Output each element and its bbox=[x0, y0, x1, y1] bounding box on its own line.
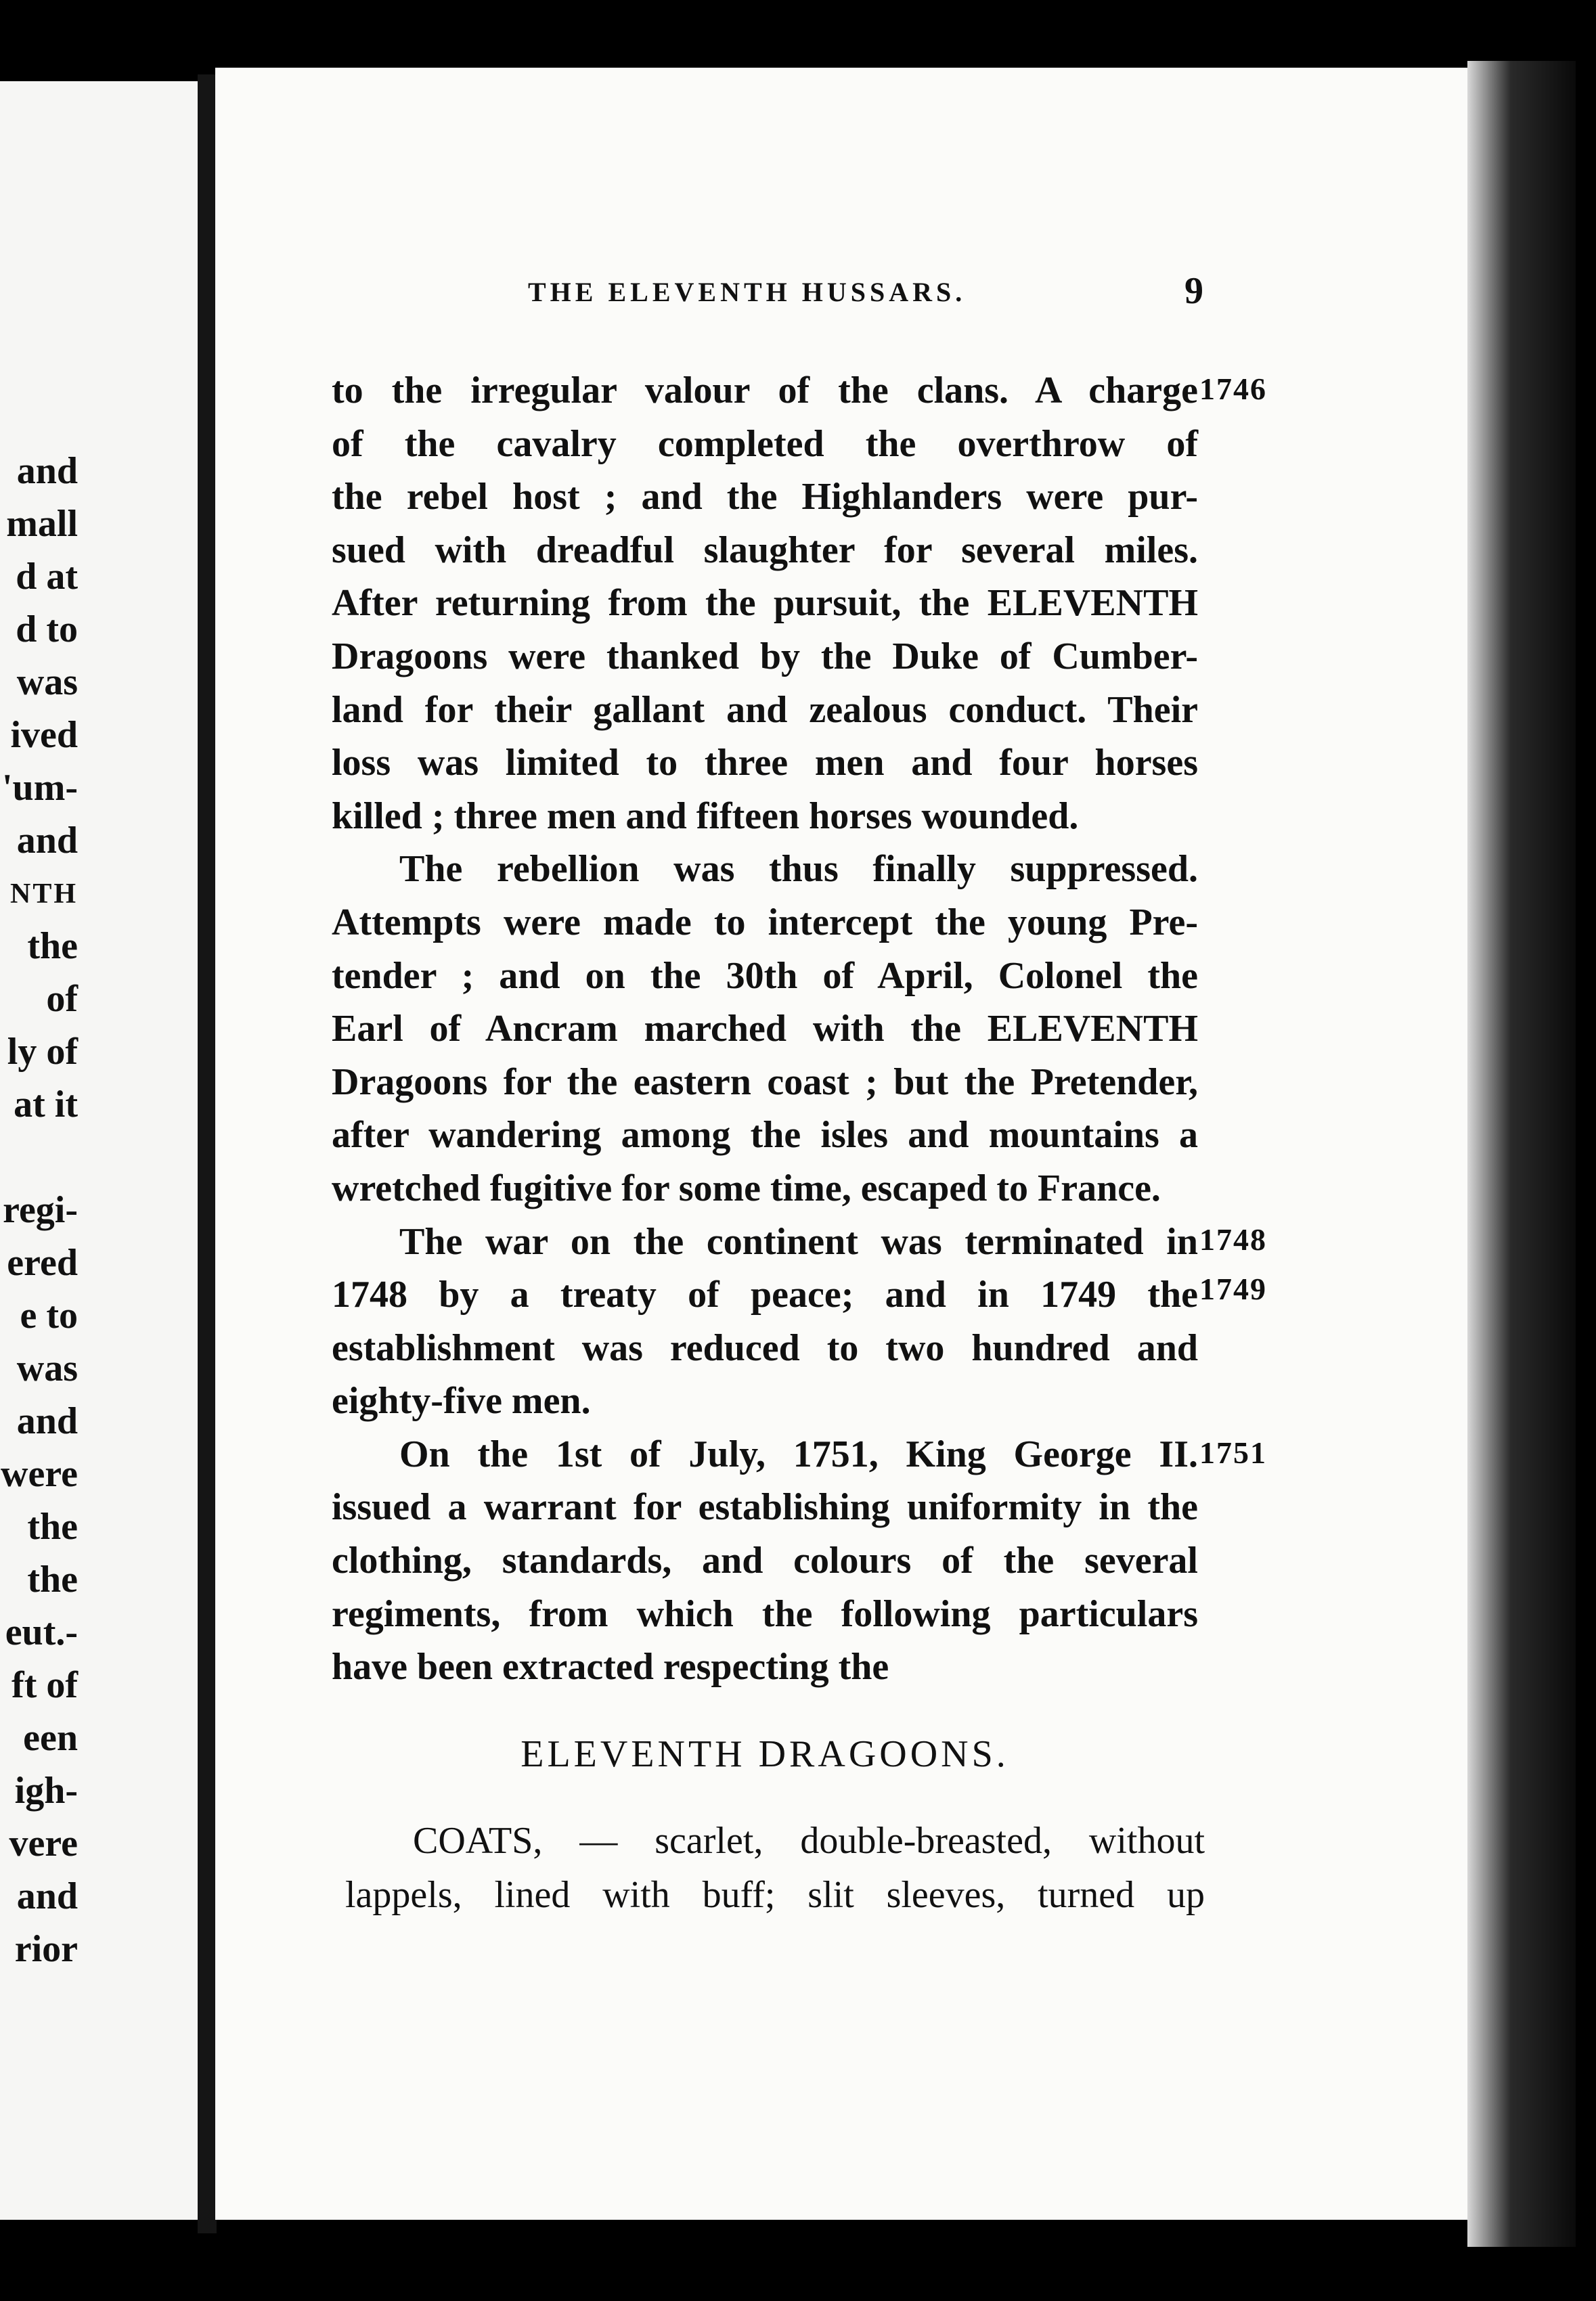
text-line: of the cavalry completed the overthrow of bbox=[332, 422, 1198, 465]
facing-page-fragment: was bbox=[16, 661, 78, 703]
text-line: after wandering among the isles and mountains a bbox=[332, 1114, 1198, 1157]
text-line: 1748 by a treaty of peace; and in 1749 the bbox=[332, 1274, 1198, 1316]
text-line: On the 1st of July, 1751, King George II. bbox=[399, 1433, 1198, 1475]
text-line: eighty-five men. bbox=[332, 1380, 591, 1423]
facing-page-fragment: the bbox=[27, 925, 78, 967]
facing-page-fragment: eut.- bbox=[5, 1611, 78, 1653]
facing-page-fragment: and bbox=[16, 450, 78, 492]
facing-page-fragment: regi- bbox=[3, 1189, 78, 1231]
text-line: COATS, — scarlet, double-breasted, without bbox=[413, 1820, 1205, 1862]
facing-page-fragment: were bbox=[1, 1453, 78, 1495]
facing-page-fragment: and bbox=[16, 820, 78, 862]
margin-year: 1748 bbox=[1199, 1222, 1267, 1257]
main-text bbox=[332, 364, 1198, 1694]
text-line: sued with dreadful slaughter for several miles. bbox=[332, 529, 1198, 571]
facing-page-fragment: mall bbox=[6, 503, 78, 545]
text-line: have been extracted respecting the bbox=[332, 1646, 889, 1689]
margin-year: 1746 bbox=[1199, 372, 1267, 406]
text-line: wretched fugitive for some time, escaped to France. bbox=[332, 1167, 1161, 1209]
facing-page-fragment: was bbox=[16, 1347, 78, 1389]
text-line: Attempts were made to intercept the young Pre- bbox=[332, 901, 1198, 943]
text-line: The rebellion was thus finally suppressed. bbox=[399, 848, 1198, 891]
running-head-title: THE ELEVENTH HUSSARS. bbox=[528, 277, 967, 307]
text-line: regiments, from which the following particulars bbox=[332, 1592, 1198, 1635]
text-line: the rebel host ; and the Highlanders were pur- bbox=[332, 476, 1198, 518]
facing-page-fragment: and bbox=[16, 1400, 78, 1442]
text-line: tender ; and on the 30th of April, Colonel the bbox=[332, 954, 1198, 997]
text-line: issued a warrant for establishing uniformity in the bbox=[332, 1486, 1198, 1529]
facing-page-fragment: een bbox=[23, 1717, 78, 1759]
page-edge bbox=[1467, 61, 1576, 2247]
text-line: Dragoons were thanked by the Duke of Cumber- bbox=[332, 635, 1198, 677]
facing-page-fragment: d to bbox=[16, 608, 78, 650]
page-number: 9 bbox=[1184, 270, 1203, 312]
facing-page-fragment: NTH bbox=[9, 878, 78, 910]
facing-page-fragment: ived bbox=[10, 714, 78, 756]
text-line: lappels, lined with buff; slit sleeves, turned up bbox=[345, 1874, 1205, 1916]
facing-page-fragment: ered bbox=[7, 1242, 78, 1284]
text-line: Dragoons for the eastern coast ; but the Pretender, bbox=[332, 1060, 1198, 1103]
facing-page-fragment: e to bbox=[20, 1295, 78, 1337]
margin-year: 1749 bbox=[1199, 1272, 1267, 1306]
facing-page-fragment: of bbox=[46, 978, 78, 1020]
book-gutter bbox=[198, 74, 217, 2233]
margin-year: 1751 bbox=[1199, 1435, 1267, 1470]
facing-page-fragment: at it bbox=[14, 1084, 78, 1125]
text-line: The war on the continent was terminated in bbox=[399, 1220, 1198, 1263]
facing-page-fragment: 'um- bbox=[2, 767, 78, 809]
text-line: loss was limited to three men and four horses bbox=[332, 742, 1198, 784]
facing-page-fragment: ft of bbox=[12, 1664, 78, 1706]
facing-page bbox=[0, 81, 203, 2220]
facing-page-fragment: vere bbox=[9, 1823, 78, 1864]
facing-page-fragment: d at bbox=[16, 556, 78, 598]
coats-text bbox=[345, 1814, 1205, 1922]
facing-page-fragment: rior bbox=[14, 1928, 78, 1970]
facing-page-fragment: the bbox=[27, 1559, 78, 1601]
text-line: After returning from the pursuit, the ELEVENTH bbox=[332, 582, 1198, 625]
text-line: to the irregular valour of the clans. A charge bbox=[332, 370, 1198, 411]
text-line: clothing, standards, and colours of the several bbox=[332, 1540, 1198, 1582]
facing-page-fragment: and bbox=[16, 1875, 78, 1917]
section-heading: ELEVENTH DRAGOONS. bbox=[520, 1733, 1009, 1775]
facing-page-fragment: the bbox=[27, 1506, 78, 1548]
text-line: killed ; three men and fifteen horses wounded. bbox=[332, 795, 1079, 837]
text-line: establishment was reduced to two hundred and bbox=[332, 1326, 1198, 1369]
text-line: Earl of Ancram marched with the ELEVENTH bbox=[332, 1008, 1198, 1050]
facing-page-fragment: igh- bbox=[14, 1770, 78, 1812]
facing-page-fragment: ly of bbox=[7, 1031, 78, 1073]
text-line: land for their gallant and zealous conduct. Their bbox=[332, 688, 1198, 731]
